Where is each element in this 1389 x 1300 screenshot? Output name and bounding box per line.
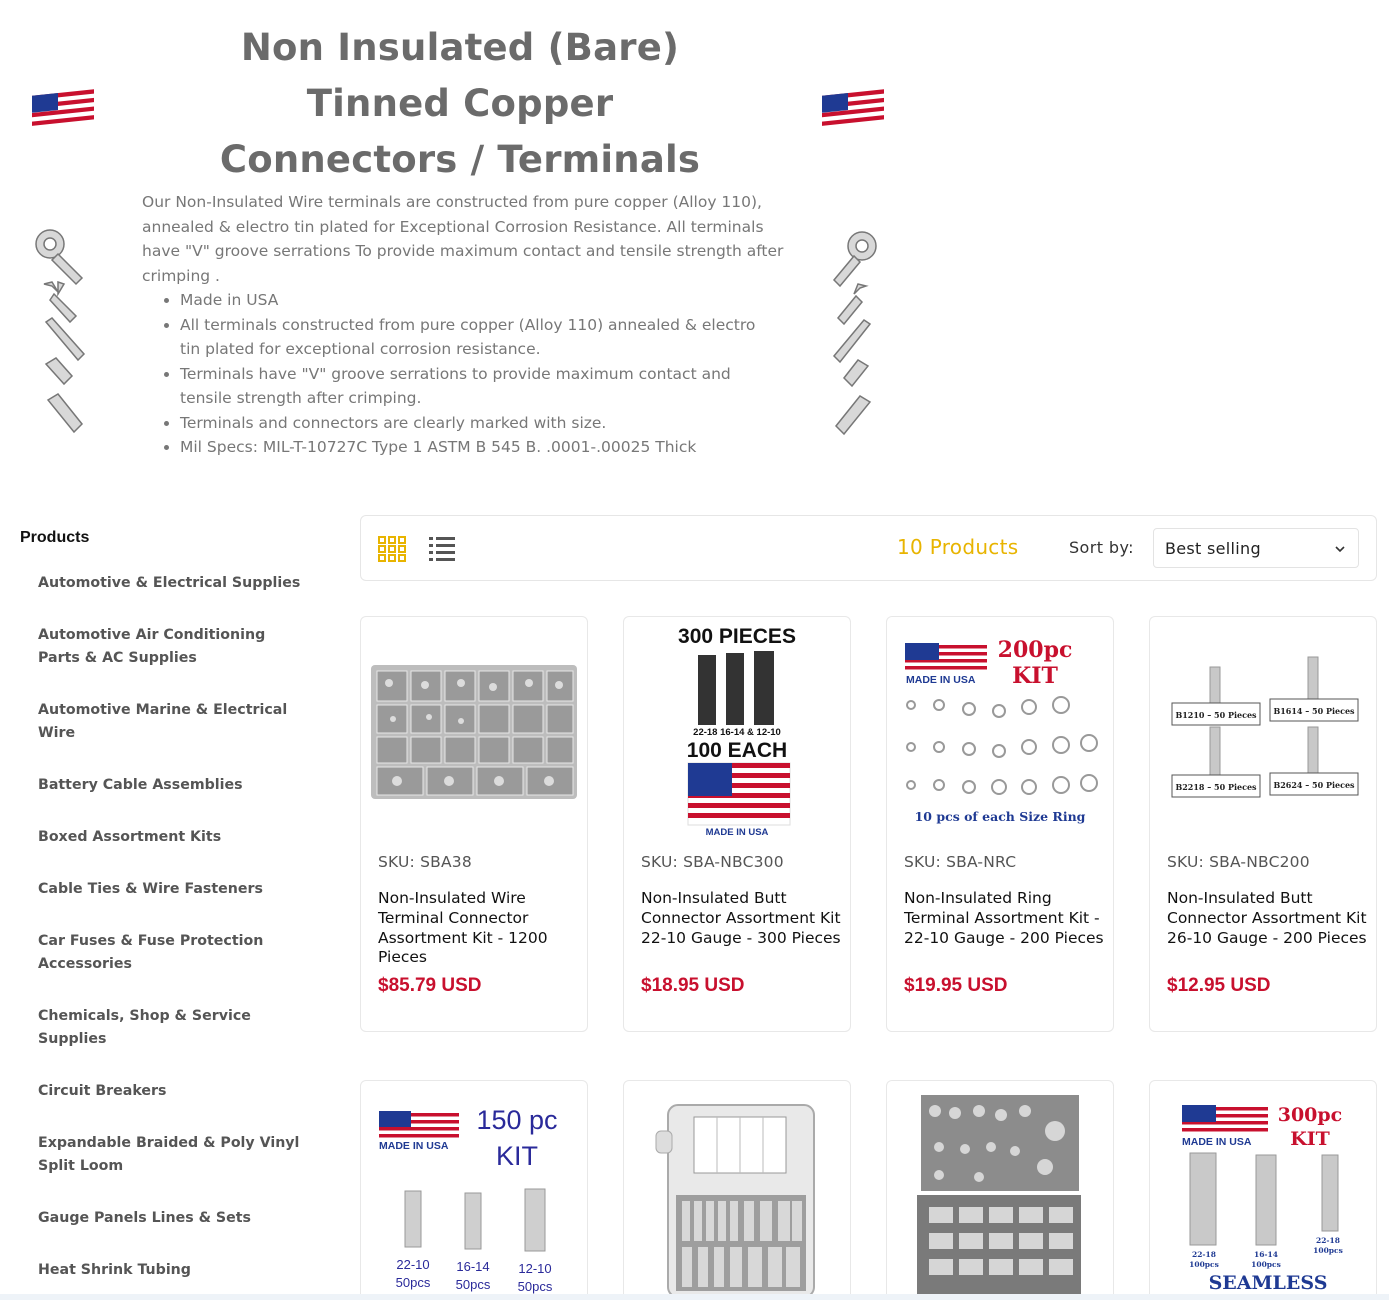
list-view-icon[interactable] [427, 534, 457, 564]
product-title[interactable]: Non-Insulated Ring Terminal Assortment Kit - 22-10 Gauge - 200 Pieces [904, 889, 1104, 947]
product-image[interactable] [632, 1091, 842, 1295]
image-text: 50pcs [517, 1279, 553, 1294]
sidebar-heading: Products [20, 529, 90, 546]
image-text: MADE IN USA [906, 674, 976, 686]
category-list [20, 572, 320, 1300]
category-link[interactable]: Automotive & Electrical Supplies [38, 575, 301, 591]
image-text: 16-14 [456, 1259, 490, 1274]
feature-item: Mil Specs: MIL-T-10727C Type 1 ASTM B 545 B. .0001-.00025 Thick [162, 435, 772, 460]
product-count: 10 Products [897, 535, 1019, 559]
product-image[interactable] [1158, 623, 1368, 841]
product-price: $18.95 USD [641, 975, 745, 996]
image-text: B2218 – 50 Pieces [1175, 782, 1257, 792]
title-line: Non Insulated (Bare) [240, 26, 680, 69]
terminals-illustration-icon [32, 224, 92, 444]
product-title[interactable]: Non-Insulated Wire Terminal Connector Assortment Kit - 1200 Pieces [378, 889, 548, 967]
category-link[interactable]: Car Fuses & Fuse Protection Accessories [38, 933, 264, 972]
product-sku: SKU: SBA38 [378, 853, 472, 871]
collection-banner [0, 0, 1389, 490]
product-sku: SKU: SBA-NBC200 [1167, 853, 1310, 871]
image-text: MADE IN USA [379, 1140, 449, 1152]
sort-label: Sort by: [1069, 538, 1134, 557]
image-text: B2624 – 50 Pieces [1273, 780, 1355, 790]
product-price: $12.95 USD [1167, 975, 1271, 996]
product-image[interactable] [369, 623, 579, 841]
usa-flag-icon [30, 86, 96, 126]
image-text: B1614 – 50 Pieces [1273, 706, 1355, 716]
product-card[interactable] [1149, 616, 1377, 1032]
sort-select[interactable] [1153, 528, 1359, 568]
image-text: 200pc [997, 637, 1073, 663]
image-text: 300pc [1277, 1104, 1343, 1126]
category-link[interactable]: Cable Ties & Wire Fasteners [38, 881, 263, 897]
image-text: MADE IN USA [705, 827, 769, 838]
sort-value: Best selling [1165, 539, 1261, 558]
image-text: 100pcs [1313, 1246, 1343, 1255]
category-link[interactable]: Circuit Breakers [38, 1083, 167, 1099]
grid-view-icon[interactable] [377, 534, 407, 564]
feature-item: All terminals constructed from pure copper (Alloy 110) annealed & electro tin plated for exceptional corrosion resistance. [162, 313, 772, 362]
image-text: 12-10 [518, 1261, 552, 1276]
feature-list [162, 288, 772, 460]
feature-item: Terminals have "V" groove serrations to provide maximum contact and tensile strength after crimping. [162, 362, 772, 411]
image-text: 22-18 [1316, 1236, 1340, 1245]
product-card[interactable] [623, 616, 851, 1032]
product-title[interactable]: Non-Insulated Butt Connector Assortment Kit 26-10 Gauge - 200 Pieces [1167, 889, 1367, 947]
product-card[interactable] [886, 616, 1114, 1032]
product-image[interactable] [895, 623, 1105, 841]
image-text: KIT [1012, 663, 1058, 689]
image-text: 300 PIECES [678, 625, 796, 648]
product-sku: SKU: SBA-NBC300 [641, 853, 784, 871]
usa-flag-icon [820, 86, 886, 126]
image-text: 10 pcs of each Size Ring [914, 809, 1086, 824]
image-text: SEAMLESS [1208, 1272, 1328, 1294]
product-title[interactable]: Non-Insulated Butt Connector Assortment Kit 22-10 Gauge - 300 Pieces [641, 889, 841, 947]
title-line: Connectors / Terminals [219, 138, 701, 181]
image-text: 100pcs [1251, 1260, 1281, 1269]
image-text: 50pcs [395, 1275, 431, 1290]
product-card[interactable] [360, 1080, 588, 1300]
image-text: KIT [495, 1141, 539, 1171]
image-text: 22-18 16-14 & 12-10 [693, 727, 781, 738]
product-image[interactable] [369, 1091, 579, 1295]
feature-item: Terminals and connectors are clearly marked with size. [162, 411, 772, 436]
category-link[interactable]: Expandable Braided & Poly Vinyl Split Loom [38, 1135, 300, 1174]
product-category-sidebar [20, 520, 320, 1300]
image-text: B1210 – 50 Pieces [1175, 710, 1257, 720]
category-link[interactable]: Gauge Panels Lines & Sets [38, 1210, 251, 1226]
product-image[interactable] [895, 1091, 1105, 1295]
banner-intro-text: Our Non-Insulated Wire terminals are constructed from pure copper (Alloy 110), annealed & electro tin plated for Exceptional Corrosion Resistance. All terminals have "V" groove serrations To provide maximum contact and tensile strength after crimping . [142, 193, 784, 286]
category-link[interactable]: Automotive Marine & Electrical Wire [38, 702, 288, 741]
image-text: 22-10 [396, 1257, 430, 1272]
product-card[interactable] [1149, 1080, 1377, 1300]
product-price: $19.95 USD [904, 975, 1008, 996]
product-card[interactable] [623, 1080, 851, 1300]
product-image[interactable] [1158, 1091, 1368, 1295]
product-card[interactable] [886, 1080, 1114, 1300]
category-link[interactable]: Heat Shrink Tubing [38, 1262, 191, 1278]
horizontal-scrollbar[interactable] [0, 1294, 1389, 1300]
image-text: KIT [1290, 1128, 1330, 1150]
category-link[interactable]: Battery Cable Assemblies [38, 777, 243, 793]
feature-item: Made in USA [162, 288, 772, 313]
product-card[interactable] [360, 616, 588, 1032]
image-text: 100pcs [1189, 1260, 1219, 1269]
image-text: 16-14 [1254, 1250, 1278, 1259]
product-price: $85.79 USD [378, 975, 482, 996]
product-image[interactable] [632, 623, 842, 841]
category-link[interactable]: Chemicals, Shop & Service Supplies [38, 1008, 251, 1047]
category-link[interactable]: Automotive Air Conditioning Parts & AC Supplies [38, 627, 266, 666]
image-text: MADE IN USA [1182, 1136, 1252, 1148]
image-text: 100 EACH [686, 739, 788, 762]
category-link[interactable]: Boxed Assortment Kits [38, 829, 222, 845]
collection-toolbar [360, 515, 1377, 581]
product-sku: SKU: SBA-NRC [904, 853, 1017, 871]
image-text: 50pcs [455, 1277, 491, 1292]
chevron-down-icon [1334, 543, 1346, 555]
image-text: 22-18 [1192, 1250, 1216, 1259]
image-text: 150 pc [476, 1105, 558, 1135]
page-title [160, 20, 760, 188]
terminals-illustration-icon [826, 226, 886, 446]
title-line: Tinned Copper [306, 82, 614, 125]
